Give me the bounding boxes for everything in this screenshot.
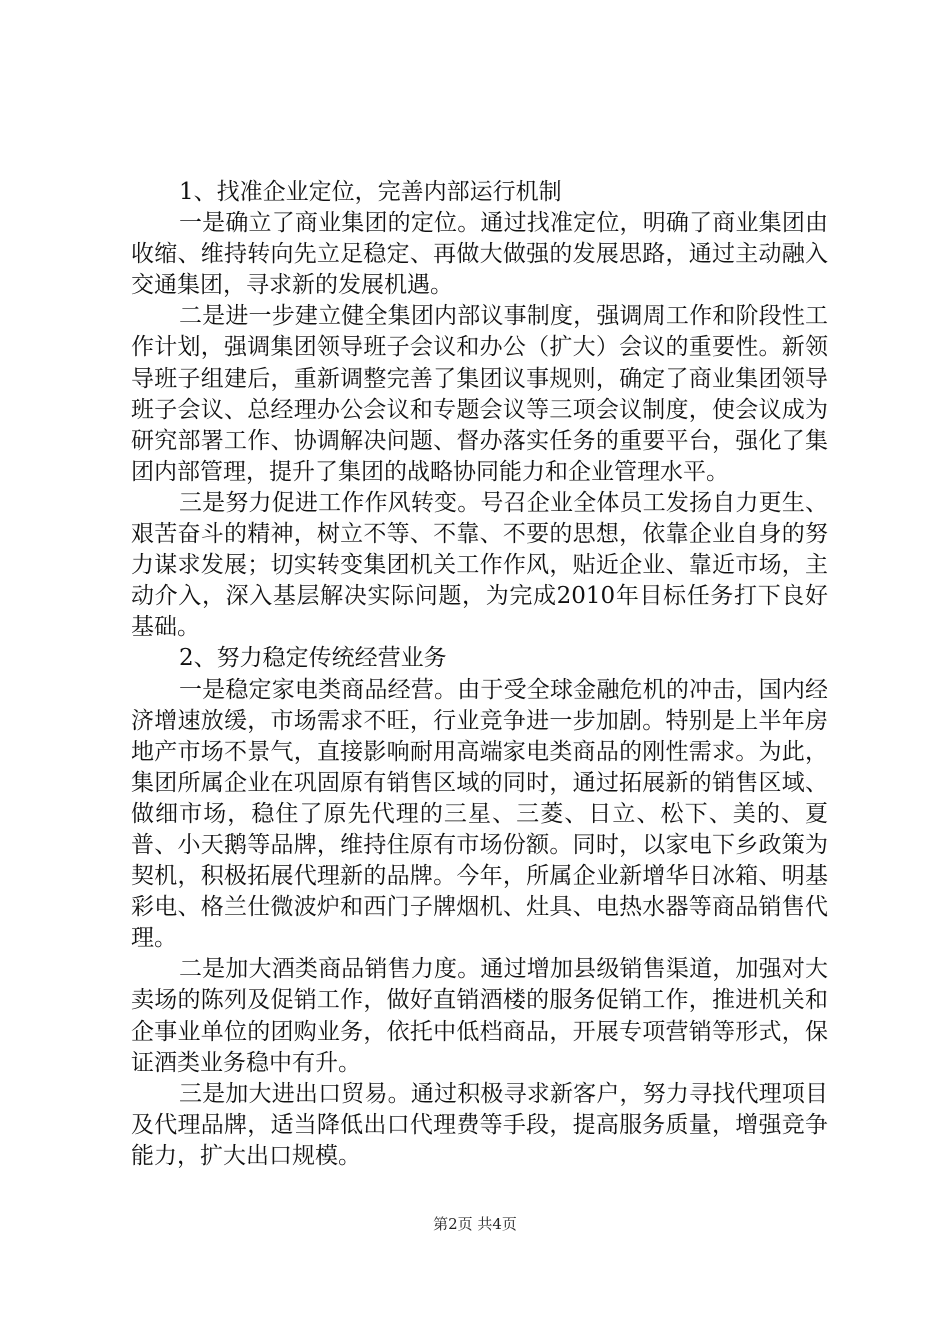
body-paragraph: 二是加大酒类商品销售力度。通过增加县级销售渠道，加强对大卖场的陈列及促销工作，做好直销酒楼的服务促销工作，推进机关和企事业单位的团购业务，依托中低档商品，开展专项营销等形式，保证酒类业务稳中有升。 (131, 956, 828, 1076)
document-body (131, 177, 828, 1172)
body-paragraph: 一是稳定家电类商品经营。由于受全球金融危机的冲击，国内经济增速放缓，市场需求不旺，行业竞争进一步加剧。特别是上半年房地产市场不景气，直接影响耐用高端家电类商品的刚性需求。为此，集团所属企业在巩固原有销售区域的同时，通过拓展新的销售区域、做细市场，稳住了原先代理的三星、三菱、日立、松下、美的、夏普、小天鹅等品牌，维持住原有市场份额。同时，以家电下乡政策为契机，积极拓展代理新的品牌。今年，所属企业新增华日冰箱、明基彩电、格兰仕微波炉和西门子牌烟机、灶具、电热水器等商品销售代理。 (131, 676, 828, 952)
body-paragraph: 三是努力促进工作作风转变。号召企业全体员工发扬自力更生、艰苦奋斗的精神，树立不等、不靠、不要的思想，依靠企业自身的努力谋求发展；切实转变集团机关工作作风，贴近企业、靠近市场，主动介入，深入基层解决实际问题，为完成2010年目标任务打下良好基础。 (131, 489, 828, 641)
page-number-footer: 第2页 共4页 (433, 1215, 517, 1233)
section-heading: 2、努力稳定传统经营业务 (179, 645, 447, 672)
body-paragraph: 一是确立了商业集团的定位。通过找准定位，明确了商业集团由收缩、维持转向先立足稳定、再做大做强的发展思路，通过主动融入交通集团，寻求新的发展机遇。 (131, 210, 828, 299)
body-paragraph: 三是加大进出口贸易。通过积极寻求新客户，努力寻找代理项目及代理品牌，适当降低出口代理费等手段，提高服务质量，增强竞争能力，扩大出口规模。 (131, 1080, 828, 1169)
body-paragraph: 二是进一步建立健全集团内部议事制度，强调周工作和阶段性工作计划，强调集团领导班子会议和办公（扩大）会议的重要性。新领导班子组建后，重新调整完善了集团议事规则，确定了商业集团领导班子会议、总经理办公会议和专题会议等三项会议制度，使会议成为研究部署工作、协调解决问题、督办落实任务的重要平台，强化了集团内部管理，提升了集团的战略协同能力和企业管理水平。 (131, 303, 828, 485)
section-heading: 1、找准企业定位，完善内部运行机制 (179, 179, 562, 205)
